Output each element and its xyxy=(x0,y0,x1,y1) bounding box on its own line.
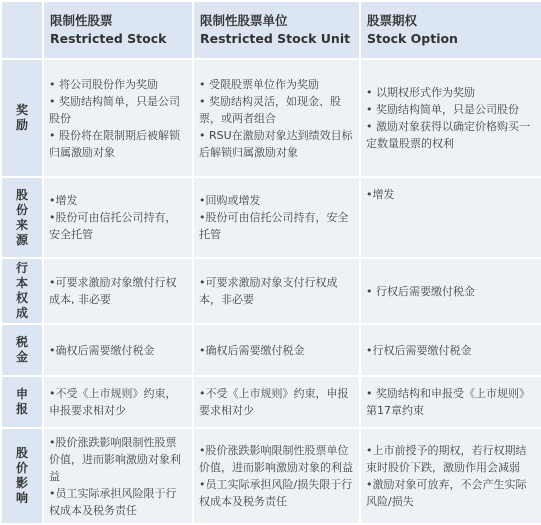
table-row xyxy=(2,178,541,257)
row-label xyxy=(2,60,42,176)
cell-line: •回购或增发 xyxy=(199,194,261,207)
header-en: Stock Option xyxy=(367,31,458,46)
table-cell xyxy=(194,178,359,257)
header-zh: 限制性股票单位 xyxy=(200,13,288,28)
table-cell xyxy=(194,259,359,323)
cell-line: • 行权后需要缴付税金 xyxy=(366,284,475,298)
cell-line: • 受限股票单位作为奖励 xyxy=(199,77,319,91)
table-row xyxy=(2,60,541,176)
row-label xyxy=(2,325,42,375)
table-cell xyxy=(194,60,359,176)
table-cell xyxy=(361,178,541,257)
table-cell xyxy=(361,325,541,375)
cell-line: • 将公司股份作为奖励 xyxy=(49,77,158,91)
row-label-text: 奖励 xyxy=(15,103,28,132)
cell-line: • 股份将在限制期后被解锁归属激励对象 xyxy=(49,128,180,159)
table-cell xyxy=(194,377,359,427)
table-cell xyxy=(44,429,192,523)
header-en: Restricted Stock xyxy=(50,31,167,46)
row-label-text: 行本权成 xyxy=(15,261,28,320)
table-row xyxy=(2,377,541,427)
cell-line: • 奖励结构灵活，如现金、股票，或两者组合 xyxy=(199,94,341,125)
table-row xyxy=(2,429,541,523)
cell-line: •行权后需要缴付税金 xyxy=(366,343,472,357)
table-cell xyxy=(361,377,541,427)
header-zh: 股票期权 xyxy=(367,13,418,28)
cell-line: •上市前授予的期权，若行权期结束时股价下跌，激励作用会减弱 xyxy=(366,444,527,474)
header-en: Restricted Stock Unit xyxy=(200,31,351,46)
table-cell xyxy=(44,377,192,427)
table-cell xyxy=(194,429,359,523)
row-label xyxy=(2,178,42,257)
cell-line: •增发 xyxy=(366,188,395,201)
cell-line: • 奖励结构简单，只是公司股份 xyxy=(366,103,519,116)
row-label xyxy=(2,259,42,323)
table-cell xyxy=(361,60,541,176)
table-cell xyxy=(361,259,541,323)
cell-line: •确权后需要缴付税金 xyxy=(199,343,305,357)
cell-line: •确权后需要缴付税金 xyxy=(49,343,155,357)
header-restricted-stock xyxy=(44,2,192,58)
cell-line: •股份可由信托公司持有，安全托管 xyxy=(199,211,349,241)
cell-line: •可要求激励对象支付行权成本，非必要 xyxy=(199,276,338,306)
table-cell xyxy=(194,325,359,375)
header-stock-option xyxy=(361,2,541,58)
cell-line: •股份可由信托公司持有，安全托管 xyxy=(49,211,177,241)
cell-line: • 奖励结构简单，只是公司股份 xyxy=(49,94,180,125)
row-label-text: 股价影响 xyxy=(15,446,28,505)
header-restricted-stock-unit xyxy=(194,2,359,58)
cell-line: • 奖励结构和申报受《上市规则》第17章约束 xyxy=(366,387,530,417)
cell-line: •不受《上市规则》约束，申报要求相对少 xyxy=(199,387,349,417)
cell-line: • RSU在激励对象达到绩效目标后解锁归属激励对象 xyxy=(199,128,353,159)
cell-line: •增发 xyxy=(49,194,78,207)
row-label xyxy=(2,377,42,427)
header-row xyxy=(2,2,541,58)
cell-line: •员工实际承担风险/损失限于行权成本及税务责任 xyxy=(199,478,353,508)
table-row xyxy=(2,259,541,323)
corner-cell xyxy=(2,2,42,58)
table-cell xyxy=(44,178,192,257)
row-label xyxy=(2,429,42,523)
cell-line: •不受《上市规则》约束，申报要求相对少 xyxy=(49,387,177,417)
header-zh: 限制性股票 xyxy=(50,13,113,28)
cell-line: •股价涨跌影响限制性股票价值，进而影响激励对象利益 xyxy=(49,435,181,483)
cell-line: •股价涨跌影响限制性股票单位价值，进而影响激励对象的利益 xyxy=(199,444,353,474)
table-cell xyxy=(361,429,541,523)
row-label-text: 税金 xyxy=(15,335,28,364)
cell-line: • 激励对象获得以确定价格购买一定数量股票的权利 xyxy=(366,120,530,150)
table-cell xyxy=(44,259,192,323)
table-row xyxy=(2,325,541,375)
cell-line: • 以期权形式作为奖励 xyxy=(366,86,475,99)
cell-line: •可要求激励对象缴付行权成本, 非必要 xyxy=(49,276,177,306)
row-label-text: 申报 xyxy=(15,387,28,416)
row-label-text: 股份来源 xyxy=(15,187,28,247)
table-cell xyxy=(44,325,192,375)
cell-line: •激励对象可放弃，不会产生实际风险/损失 xyxy=(366,478,527,508)
cell-line: •员工实际承担风险限于行权成本及税务责任 xyxy=(49,486,177,517)
table-cell xyxy=(44,60,192,176)
